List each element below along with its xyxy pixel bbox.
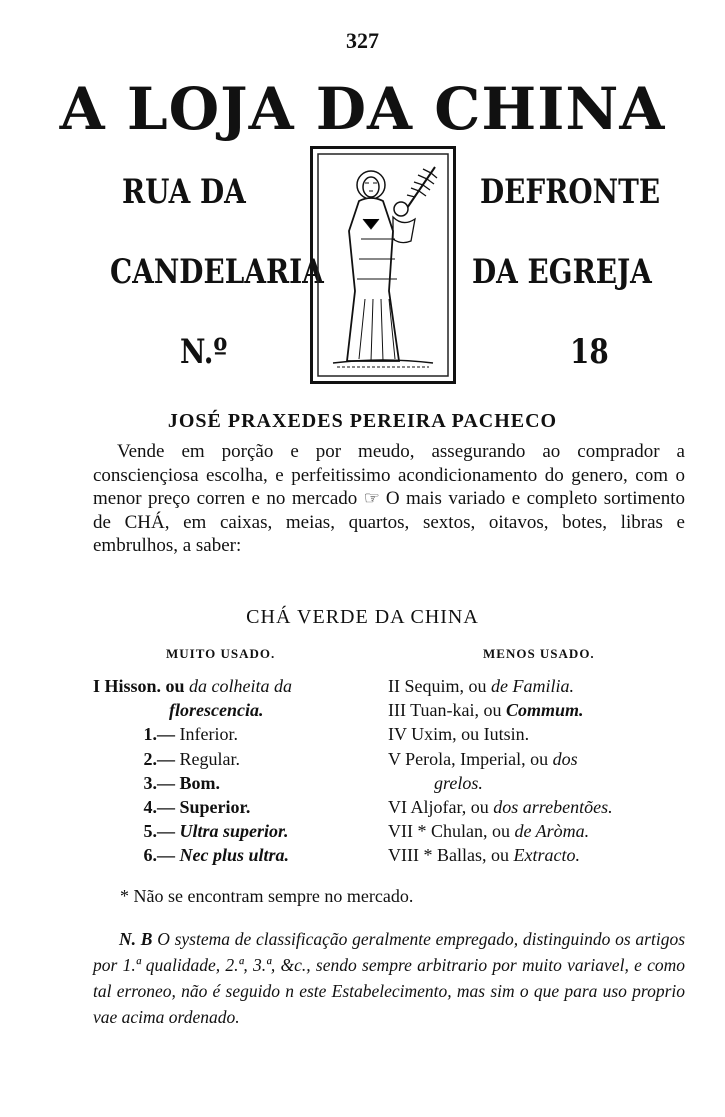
list-item: VIII * Ballas, ou Extracto. — [388, 845, 580, 866]
list-item: III Tuan-kai, ou Commum. — [388, 700, 584, 721]
left-column-header: MUITO USADO. — [166, 646, 276, 661]
nota-bene-label: N. B — [119, 929, 153, 949]
list-item: 1.— Inferior. — [143, 724, 238, 745]
list-item: 4.— Superior. — [143, 797, 251, 818]
list-item: grelos. — [434, 772, 483, 793]
list-item: 3.— Bom. — [143, 772, 220, 793]
list-item: 6.— Nec plus ultra. — [143, 845, 290, 866]
list-item: florescencia. — [169, 700, 264, 721]
intro-text-1: Vende em porção e por meudo, assegurando ao comprador a consciençiosa escolha, e perfeitissimo acondicionamento do genero, com o menor preço corren e no mercado — [93, 441, 685, 509]
list-item: 5.— Ultra superior. — [143, 821, 289, 842]
address-left-line-3: N.º — [180, 332, 228, 372]
address-right-line-1: DEFRONTE — [480, 172, 661, 212]
page-title: A LOJA DA CHINA — [59, 75, 666, 143]
nota-bene-text: O systema de classificação geralmente empregado, distinguindo os artigos por 1.ª qualidade, 2.ª, 3.ª, &c., sendo sempre arbitrario por muito variavel, e como tal erroneo, não é seguido n este Estabelecimento, mas sim o que para uso proprio vae acima ordenado. — [93, 929, 686, 1027]
list-item: VI Aljofar, ou dos arrebentões. — [388, 797, 613, 818]
nota-bene-paragraph — [93, 926, 685, 1030]
pointing-hand-icon: ☞ — [363, 488, 380, 508]
owner-name: JOSÉ PRAXEDES PEREIRA PACHECO — [167, 410, 558, 432]
page-number: 327 — [346, 28, 379, 53]
address-left-line-2: CANDELARIA — [110, 252, 324, 292]
list-item: I Hisson. ou da colheita da — [93, 676, 293, 696]
list-item: V Perola, Imperial, ou dos — [388, 748, 578, 769]
address-right-line-3: 18 — [570, 332, 609, 372]
intro-text-2: O mais variado e completo sortimento de CHÁ, em caixas, meias, quartos, sextos, oitavos, botes, libras e embrulhos, a saber: — [93, 488, 686, 556]
saint-engraving-icon — [310, 146, 456, 384]
address-right-line-2: DA EGREJA — [472, 252, 652, 292]
list-item: VII * Chulan, ou de Aròma. — [388, 821, 590, 842]
intro-paragraph — [93, 440, 685, 558]
right-tea-list — [388, 674, 688, 868]
section-title: CHÁ VERDE DA CHINA — [246, 606, 479, 628]
address-left-line-1: RUA DA — [122, 172, 246, 212]
right-column-header: MENOS USADO. — [483, 646, 595, 661]
footnote: * Não se encontram sempre no mercado. — [120, 886, 414, 906]
left-tea-list — [93, 674, 383, 868]
list-item: II Sequim, ou de Familia. — [388, 676, 574, 696]
list-item: 2.— Regular. — [143, 748, 240, 769]
list-item: IV Uxim, ou Iutsin. — [388, 724, 530, 745]
